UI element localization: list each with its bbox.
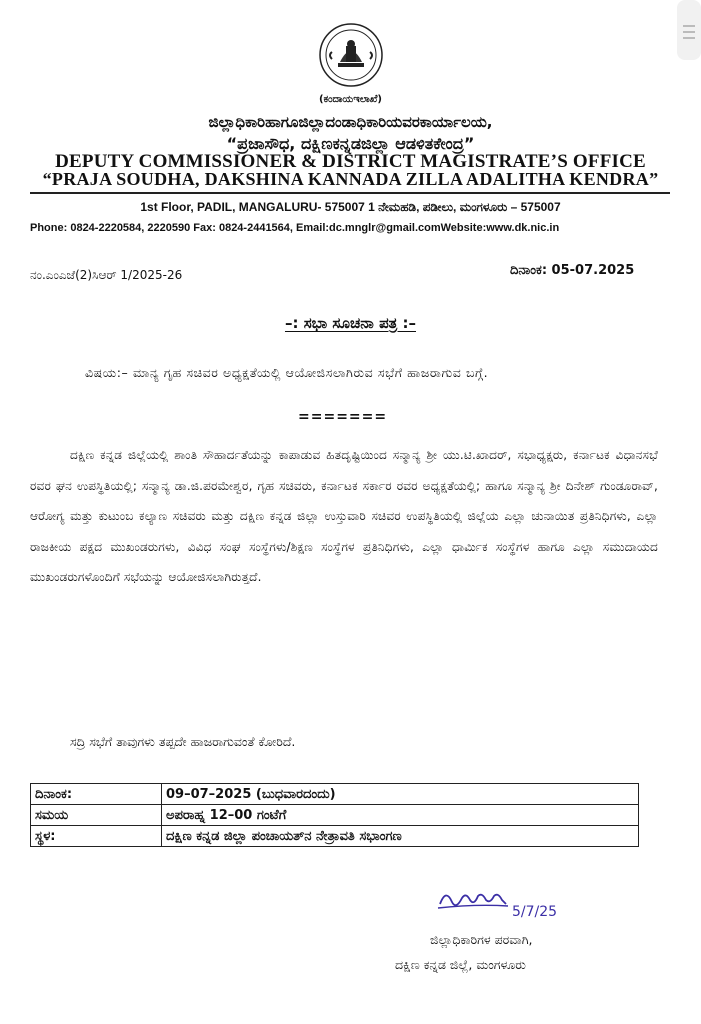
svg-text:5/7/25: 5/7/25 [512,904,558,920]
reference-number: ನಂ.ಎಂಎಜೆ(2)ಸಿಆರ್ 1/2025-26 [30,268,183,282]
building-name-english: “PRAJA SOUDHA, DAKSHINA KANNADA ZILLA ADALITHA KENDRA” [42,169,659,189]
row-label: ದಿನಾಂಕ: [31,784,162,805]
row-label: ಸ್ಥಳ: [31,826,162,847]
table-row [31,805,639,826]
row-value: ಅಪರಾಹ್ನ 12–00 ಗಂಟೆಗೆ [162,805,639,826]
body-paragraph: ದಕ್ಷಿಣ ಕನ್ನಡ ಜಿಲ್ಲೆಯಲ್ಲಿ ಶಾಂತಿ ಸೌಹಾರ್ದತೆಯನ್ನು ಕಾಪಾಡುವ ಹಿತದೃಷ್ಟಿಯಿಂದ ಸನ್ಮಾನ್ಯ ಶ್ರೀ ಯು.ಟಿ.ಖಾದರ್, ಸಭಾಧ್ಯಕ್ಷರು, ಕರ್ನಾಟಕ ವಿಧಾನಸಭೆ ರವರ ಘನ ಉಪಸ್ಥಿತಿಯಲ್ಲಿ; ಸನ್ಮಾನ್ಯ ಡಾ.ಜಿ.ಪರಮೇಶ್ವರ, ಗೃಹ ಸಚಿವರು, ಕರ್ನಾಟಕ ಸರ್ಕಾರ ರವರ ಅಧ್ಯಕ್ಷತೆಯಲ್ಲಿ; ಹಾಗೂ ಸನ್ಮಾನ್ಯ ಶ್ರೀ ದಿನೇಶ್ ಗುಂಡೂರಾವ್, ಆರೋಗ್ಯ ಮತ್ತು ಕುಟುಂಬ ಕಲ್ಯಾಣ ಸಚಿವರು ಮತ್ತು ದಕ್ಷಿಣ ಕನ್ನಡ ಜಿಲ್ಲಾ ಉಸ್ತುವಾರಿ ಸಚಿವರ ಉಪಸ್ಥಿತಿಯಲ್ಲಿ ಜಿಲ್ಲೆಯ ಎಲ್ಲಾ ಚುನಾಯಿತ ಪ್ರತಿನಿಧಿಗಳು, ಎಲ್ಲಾ ರಾಜಕೀಯ ಪಕ್ಷದ ಮುಖಂಡರುಗಳು, ವಿವಿಧ ಸಂಘ ಸಂಸ್ಥೆಗಳು/ಶಿಕ್ಷಣ ಸಂಸ್ಥೆಗಳ ಪ್ರತಿನಿಧಿಗಳು, ಎಲ್ಲಾ ಧಾರ್ಮಿಕ ಸಂಸ್ಥೆಗಳ ಹಾಗೂ ಎಲ್ಲಾ ಸಮುದಾಯದ ಮುಖಂಡರುಗಳೊಂದಿಗೆ ಸಭೆಯನ್ನು ಆಯೋಜಿಸಲಾಗಿರುತ್ತದೆ. [30,448,658,584]
office-contact: Phone: 0824-2220584, 2220590 Fax: 0824-2441564, Email:dc.mnglr@gmail.comWebsite:www.dk.nic.in [30,222,560,234]
signatory-line-1: ಜಿಲ್ಲಾಧಿಕಾರಿಗಳ ಪರವಾಗಿ, [430,932,533,947]
document-title: –: ಸಭಾ ಸೂಚನಾ ಪತ್ರ :– [284,314,416,332]
office-address: 1st Floor, PADIL, MANGALURU- 575007 1 ನೇಮಹಡಿ, ಪಡೀಲು, ಮಂಗಳೂರು – 575007 [140,200,561,214]
building-name-kannada: “ಪ್ರಜಾಸೌಧ, ದಕ್ಷಿಣಕನ್ನಡಜಿಲ್ಲಾ ಆಡಳಿತಕೇಂದ್ರ” [226,134,475,153]
state-emblem-icon [318,22,384,88]
office-name-kannada: ಜಿಲ್ಲಾಧಿಕಾರಿಹಾಗೂಜಿಲ್ಲಾದಂಡಾಧಿಕಾರಿಯವರಕಾರ್ಯಾಲಯ, [208,113,493,131]
closing-line: ಸದ್ರಿ ಸಭೆಗೆ ತಾವುಗಳು ತಪ್ಪದೇ ಹಾಜರಾಗುವಂತೆ ಕೋರಿದೆ. [70,734,296,749]
signatory-line-2: ದಕ್ಷಿಣ ಕನ್ನಡ ಜಿಲ್ಲೆ, ಮಂಗಳೂರು [395,957,526,972]
table-row [31,784,639,805]
row-value: ದಕ್ಷಿಣ ಕನ್ನಡ ಜಿಲ್ಲಾ ಪಂಚಾಯತ್‌ನ ನೇತ್ರಾವತಿ ಸಭಾಂಗಣ [162,826,639,847]
letter-date: ದಿನಾಂಕ: 05-07.2025 [510,263,635,278]
office-name-english: DEPUTY COMMISSIONER & DISTRICT MAGISTRATE’S OFFICE [55,151,646,172]
header-divider [30,192,670,194]
meeting-details-table [30,783,639,847]
menu-icon[interactable] [673,0,701,60]
separator-line: ======= [298,409,388,425]
row-label: ಸಮಯ [31,805,162,826]
handwritten-signature [436,882,576,922]
row-value: 09–07–2025 (ಬುಧವಾರದಂದು) [162,784,639,805]
subject-line: ವಿಷಯ:– ಮಾನ್ಯ ಗೃಹ ಸಚಿವರ ಅಧ್ಯಕ್ಷತೆಯಲ್ಲಿ ಆಯೋಜಿಸಲಾಗಿರುವ ಸಭೆಗೆ ಹಾಜರಾಗುವ ಬಗ್ಗೆ. [85,365,489,380]
table-row [31,826,639,847]
department-caption: (ಕಂದಾಯಇಲಾಖೆ) [319,94,382,105]
